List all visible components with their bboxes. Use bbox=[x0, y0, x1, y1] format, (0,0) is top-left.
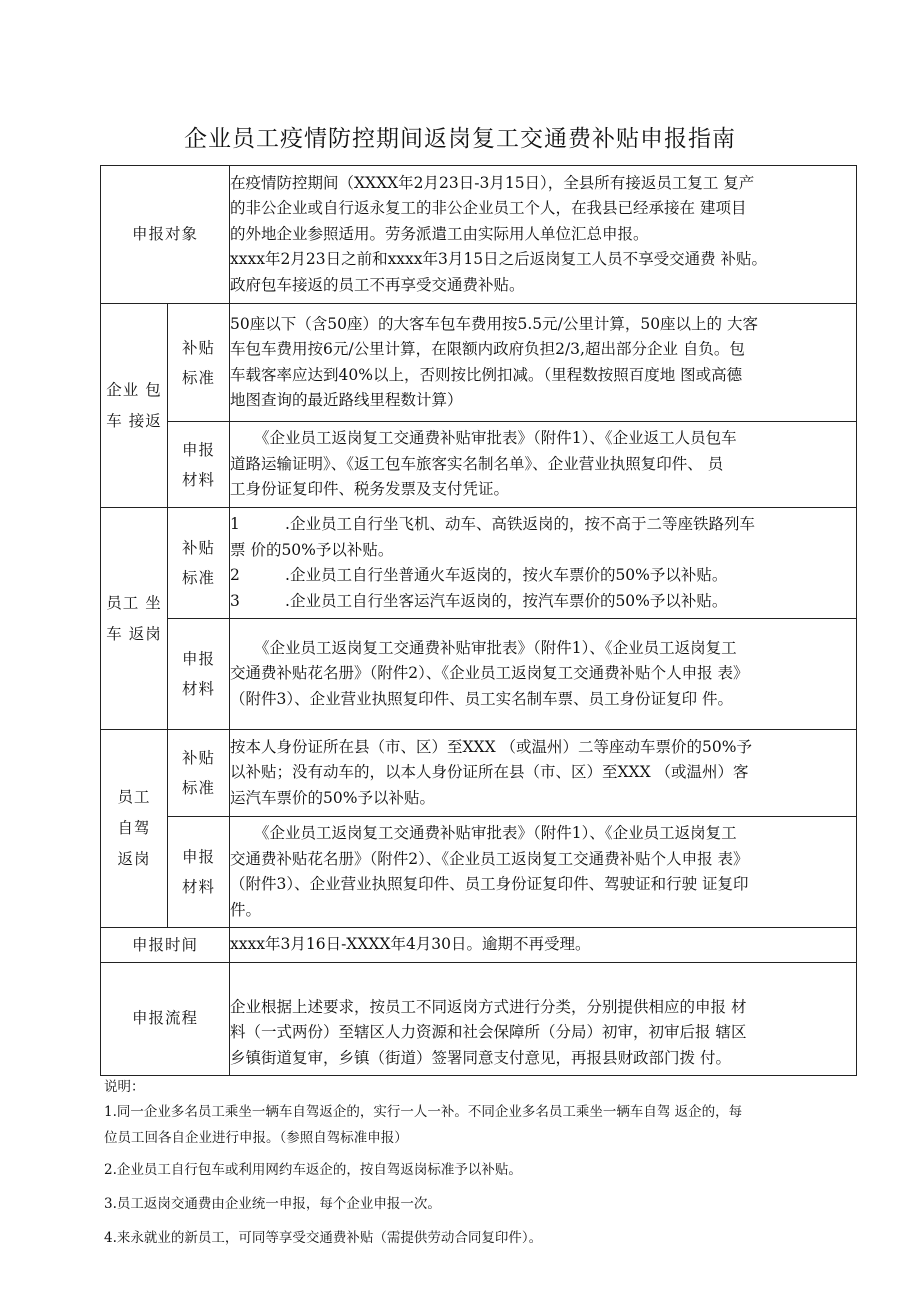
target-line: 在疫情防控期间（XXXX年2月23日-3月15日），全县所有接返员工复工 复产 bbox=[230, 173, 755, 192]
bus-category-line: 企业 包 bbox=[106, 380, 162, 399]
note-item: 1.同一企业多名员工乘坐一辆车自驾返企的，实行一人一补。不同企业多名员工乘坐一辆车自驾 返企的，每 bbox=[104, 1104, 743, 1120]
transit-materials-line: （附件3）、企业营业执照复印件、员工实名制车票、员工身份证复印 件。 bbox=[230, 689, 734, 708]
bus-standard-content bbox=[230, 304, 857, 422]
row-transit-materials bbox=[101, 619, 857, 730]
transit-materials-label-line: 申报 bbox=[182, 650, 216, 668]
guide-table bbox=[100, 165, 857, 1076]
row-transit-standard bbox=[101, 508, 857, 619]
bus-standard-label-line: 补贴 bbox=[182, 338, 216, 357]
drive-materials-line: 《企业员工返岗复工交通费补贴审批表》（附件1）、《企业员工返岗复工 bbox=[254, 824, 737, 842]
time-label: 申报时间 bbox=[101, 928, 230, 963]
page-title: 企业员工疫情防控期间返岗复工交通费补贴申报指南 bbox=[184, 126, 736, 152]
item-text: .企业员工自行坐普通火车返岗的，按火车票价的50%予以补贴。 bbox=[285, 566, 728, 584]
drive-category-line: 返岗 bbox=[117, 850, 151, 868]
bus-standard-label-line: 标准 bbox=[182, 368, 216, 387]
drive-materials-content bbox=[230, 817, 857, 928]
bus-standard-label bbox=[168, 304, 230, 422]
process-line: 企业根据上述要求，按员工不同返岗方式进行分类，分别提供相应的申报 材 bbox=[230, 997, 747, 1016]
bus-materials-content bbox=[230, 422, 857, 508]
transit-standard-item bbox=[230, 589, 856, 615]
bus-materials-label-line: 申报 bbox=[182, 440, 216, 459]
drive-materials-label-line: 申报 bbox=[182, 848, 216, 866]
drive-standard-label-line: 补贴 bbox=[182, 749, 216, 767]
transit-standard-item bbox=[230, 563, 856, 589]
drive-materials-line: 交通费补贴花名册》（附件2）、《企业员工返岗复工交通费补贴个人申报 表》 bbox=[230, 849, 749, 868]
transit-category bbox=[101, 508, 168, 730]
bus-materials-line: 工身份证复印件、税务发票及支付凭证。 bbox=[230, 480, 510, 499]
transit-materials-content bbox=[230, 619, 857, 730]
process-line: 料（一式两份）至辖区人力资源和社会保障所（分局）初审，初审后报 辖区 bbox=[230, 1023, 747, 1041]
drive-standard-line: 以补贴；没有动车的，以本人身份证所在县（市、区）至XXX （或温州）客 bbox=[230, 763, 749, 782]
process-line: 乡镇街道复审，乡镇（街道）签署同意支付意见，再报县财政部门拨 付。 bbox=[230, 1048, 731, 1067]
row-drive-materials bbox=[101, 817, 857, 928]
target-content bbox=[230, 166, 857, 304]
item-text: .企业员工自行坐客运汽车返岗的，按汽车票价的50%予以补贴。 bbox=[285, 591, 728, 610]
transit-standard-item bbox=[230, 512, 856, 538]
transit-materials-line: 《企业员工返岗复工交通费补贴审批表》（附件1）、《企业员工返岗复工 bbox=[254, 638, 737, 657]
transit-standard-item bbox=[230, 538, 856, 564]
note-item: 2.企业员工自行包车或利用网约车返企的，按自驾返岗标准予以补贴。 bbox=[104, 1162, 522, 1178]
transit-materials-label-line: 材料 bbox=[182, 680, 216, 698]
drive-category bbox=[101, 730, 168, 928]
row-process bbox=[101, 963, 857, 1076]
drive-materials-line: （附件3）、企业营业执照复印件、员工身份证复印件、驾驶证和行驶 证复印 bbox=[230, 875, 749, 893]
row-bus-standard bbox=[101, 304, 857, 422]
note-item: 位员工回各自企业进行申报。（参照自驾标准申报） bbox=[104, 1130, 408, 1146]
row-drive-standard bbox=[101, 730, 857, 817]
target-line: 政府包车接返的员工不再享受交通费补贴。 bbox=[230, 275, 525, 294]
row-time bbox=[101, 928, 857, 963]
item-text: 票 价的50%予以补贴。 bbox=[230, 540, 394, 559]
item-number: 1 bbox=[230, 515, 240, 533]
transit-category-line: 车 返岗 bbox=[106, 624, 162, 643]
notes-section bbox=[104, 1076, 864, 1252]
note-item: 3.员工返岗交通费由企业统一申报，每个企业申报一次。 bbox=[104, 1196, 441, 1212]
bus-standard-line: 地图查询的最近路线里程数计算） bbox=[230, 391, 463, 409]
item-text: .企业员工自行坐飞机、动车、高铁返岗的，按不高于二等座铁路列车 bbox=[285, 515, 755, 533]
transit-standard-label bbox=[168, 508, 230, 619]
bus-category-line: 车 接返 bbox=[106, 411, 162, 430]
item-number: 2 bbox=[230, 566, 240, 584]
notes-heading: 说明： bbox=[104, 1079, 145, 1095]
bus-materials-label-line: 材料 bbox=[182, 470, 216, 489]
drive-category-line: 员工 bbox=[117, 788, 151, 806]
transit-materials-line: 交通费补贴花名册》（附件2）、《企业员工返岗复工交通费补贴个人申报 表》 bbox=[230, 664, 749, 683]
row-target bbox=[101, 166, 857, 304]
transit-category-line: 员工 坐 bbox=[106, 593, 162, 612]
drive-standard-line: 按本人身份证所在县（市、区）至XXX （或温州）二等座动车票价的50%予 bbox=[230, 737, 752, 756]
bus-materials-line: 《企业员工返岗复工交通费补贴审批表》（附件1）、《企业返工人员包车 bbox=[254, 429, 737, 448]
drive-standard-label-line: 标准 bbox=[182, 779, 216, 797]
drive-standard-line: 运汽车票价的50%予以补贴。 bbox=[230, 788, 435, 807]
bus-standard-line: 车载客率应达到40%以上，否则按比例扣减。（里程数按照百度地 图或高德 bbox=[230, 365, 743, 384]
drive-standard-content bbox=[230, 730, 857, 817]
time-content: xxxx年3月16日-XXXX年4月30日。逾期不再受理。 bbox=[230, 928, 857, 963]
drive-materials-line: 件。 bbox=[230, 900, 262, 919]
drive-materials-label bbox=[168, 817, 230, 928]
transit-standard-label-line: 补贴 bbox=[182, 539, 216, 557]
drive-materials-label-line: 材料 bbox=[182, 878, 216, 896]
bus-standard-line: 50座以下（含50座）的大客车包车费用按5.5元/公里计算，50座以上的 大客 bbox=[230, 314, 758, 333]
row-bus-materials bbox=[101, 422, 857, 508]
bus-category bbox=[101, 304, 168, 508]
bus-materials-line: 道路运输证明》、《返工包车旅客实名制名单》、企业营业执照复印件、 员 bbox=[230, 454, 724, 473]
target-label: 申报对象 bbox=[101, 166, 230, 304]
process-content bbox=[230, 963, 857, 1076]
transit-materials-label bbox=[168, 619, 230, 730]
process-label: 申报流程 bbox=[101, 963, 230, 1076]
transit-standard-label-line: 标准 bbox=[182, 569, 216, 587]
drive-standard-label bbox=[168, 730, 230, 817]
item-number: 3 bbox=[230, 591, 240, 610]
drive-category-line: 自驾 bbox=[117, 819, 151, 837]
target-line: xxxx年2月23日之前和xxxx年3月15日之后返岗复工人员不享受交通费 补贴。 bbox=[230, 250, 768, 269]
note-item: 4.来永就业的新员工，可同等享受交通费补贴（需提供劳动合同复印件）。 bbox=[104, 1230, 543, 1246]
target-line: 的非公企业或自行返永复工的非公企业员工个人，在我县已经承接在 建项目 bbox=[230, 199, 747, 218]
transit-standard-content bbox=[230, 508, 857, 619]
target-line: 的外地企业参照适用。劳务派遣工由实际用人单位汇总申报。 bbox=[230, 224, 649, 243]
bus-standard-line: 车包车费用按6元/公里计算，在限额内政府负担2/3,超出部分企业 自负。包 bbox=[230, 340, 745, 358]
bus-materials-label bbox=[168, 422, 230, 508]
